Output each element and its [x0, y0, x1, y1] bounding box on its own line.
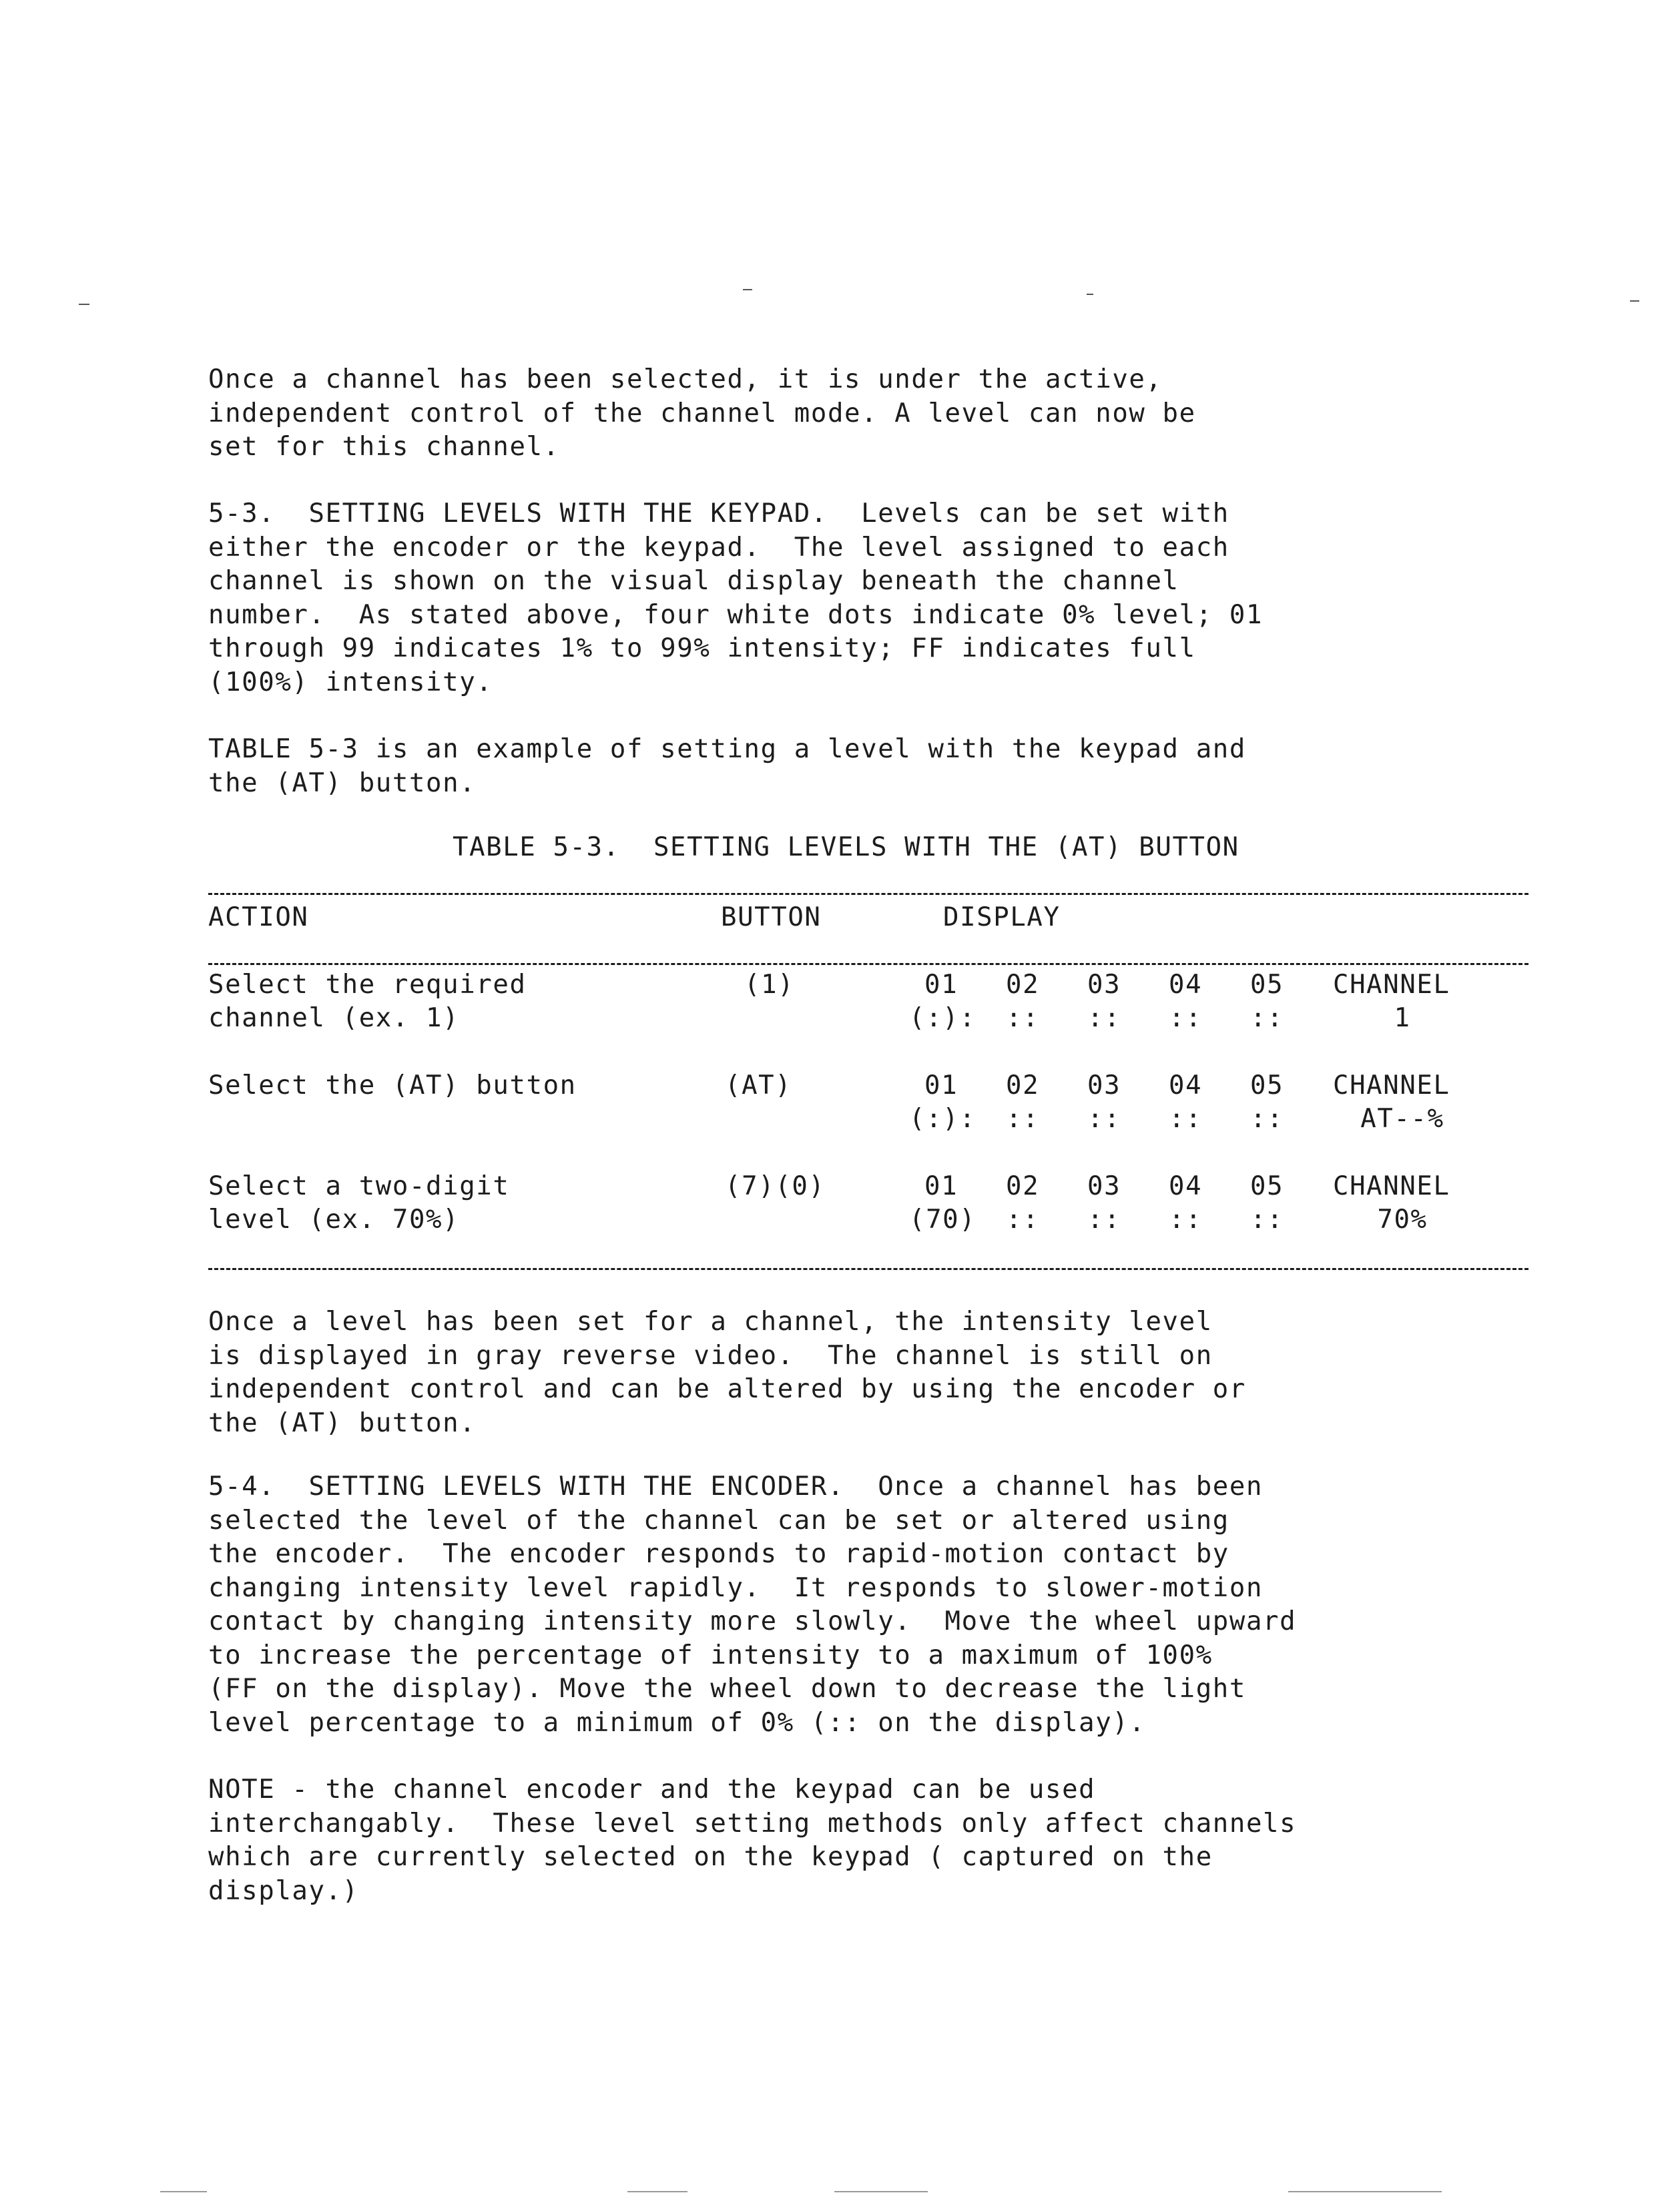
row-button: (1) [744, 970, 795, 1000]
channel-number: 05 [1250, 970, 1284, 1000]
channel-level: :: [1169, 1205, 1203, 1235]
channel-level: :: [1250, 1104, 1284, 1134]
channel-level: :: [1250, 1205, 1284, 1235]
text-line: NOTE - the channel encoder and the keypad can be used [208, 1775, 1096, 1805]
channel-number: 05 [1250, 1070, 1284, 1101]
channel-number: 03 [1087, 1070, 1121, 1101]
text-line: display.) [208, 1875, 359, 1906]
scan-speck [79, 304, 89, 305]
row-button: (7)(0) [725, 1171, 826, 1201]
channel-level: :: [1087, 1104, 1121, 1134]
table-bottom-rule [208, 1268, 1528, 1270]
row-action: channel (ex. 1) [208, 1003, 460, 1033]
text-line: to increase the percentage of intensity to a maximum of 100% [208, 1640, 1213, 1670]
text-line: (100%) intensity. [208, 667, 493, 697]
channel-level: :: [1087, 1003, 1121, 1033]
scan-speck [1087, 294, 1093, 295]
text-line: either the encoder or the keypad. The level assigned to each [208, 532, 1229, 563]
channel-number: 02 [1006, 970, 1040, 1000]
text-line: level percentage to a minimum of 0% (:: on the display). [208, 1707, 1146, 1738]
text-line: Once a level has been set for a channel, the intensity level [208, 1307, 1213, 1337]
scan-speck [743, 289, 752, 290]
text-line: which are currently selected on the keypad ( captured on the [208, 1842, 1213, 1872]
scan-speck [627, 2191, 687, 2192]
paragraph-intro [208, 363, 1196, 464]
channel-number: 01 [924, 970, 958, 1000]
channel-value: 70% [1377, 1205, 1428, 1235]
scan-speck [1288, 2191, 1442, 2192]
channel-label: CHANNEL [1333, 970, 1450, 1000]
channel-level: :: [1006, 1104, 1040, 1134]
note-paragraph [208, 1773, 1296, 1908]
table-title: TABLE 5-3. SETTING LEVELS WITH THE (AT) BUTTON [453, 832, 1239, 862]
text-line: interchangably. These level setting methods only affect channels [208, 1808, 1297, 1839]
text-line: independent control of the channel mode. A level can now be [208, 398, 1196, 428]
channel-level: (70) [909, 1205, 976, 1235]
channel-number: 05 [1250, 1171, 1284, 1201]
text-line: selected the level of the channel can be set or altered using [208, 1505, 1229, 1536]
scan-speck [160, 2191, 207, 2192]
text-line: through 99 indicates 1% to 99% intensity; FF indicates full [208, 633, 1196, 663]
channel-value: AT--% [1360, 1104, 1444, 1134]
channel-label: CHANNEL [1333, 1171, 1450, 1201]
text-line: TABLE 5-3 is an example of setting a level with the keypad and [208, 734, 1246, 764]
channel-number: 02 [1006, 1070, 1040, 1101]
scan-speck [1630, 300, 1639, 302]
channel-value: 1 [1394, 1003, 1411, 1033]
header-button: BUTTON [721, 902, 822, 932]
channel-number: 03 [1087, 970, 1121, 1000]
text-line: channel is shown on the visual display beneath the channel [208, 566, 1179, 596]
channel-level: :: [1006, 1205, 1040, 1235]
text-line: number. As stated above, four white dots indicate 0% level; 01 [208, 599, 1264, 630]
text-line: 5-3. SETTING LEVELS WITH THE KEYPAD. Levels can be set with [208, 499, 1229, 529]
row-action: Select the (AT) button [208, 1070, 577, 1101]
channel-number: 03 [1087, 1171, 1121, 1201]
channel-level: (:): [909, 1104, 976, 1134]
text-line: is displayed in gray reverse video. The channel is still on [208, 1340, 1213, 1371]
header-display: DISPLAY [943, 902, 1061, 932]
row-action: Select a two-digit [208, 1171, 510, 1201]
channel-level: :: [1006, 1003, 1040, 1033]
table-header-rule [208, 963, 1528, 965]
text-line: the (AT) button. [208, 767, 477, 798]
table-top-rule [208, 893, 1528, 895]
channel-level: (:): [909, 1003, 976, 1033]
channel-level: :: [1087, 1205, 1121, 1235]
text-line: contact by changing intensity more slowly. Move the wheel upward [208, 1606, 1297, 1636]
channel-number: 01 [924, 1171, 958, 1201]
text-line: Once a channel has been selected, it is under the active, [208, 364, 1163, 394]
text-line: independent control and can be altered by using the encoder or [208, 1374, 1246, 1404]
channel-level: :: [1250, 1003, 1284, 1033]
text-line: 5-4. SETTING LEVELS WITH THE ENCODER. Once a channel has been [208, 1472, 1264, 1502]
table-reference-paragraph [208, 733, 1246, 800]
scan-speck [834, 2191, 928, 2192]
channel-number: 04 [1169, 970, 1203, 1000]
text-line: (FF on the display). Move the wheel down to decrease the light [208, 1674, 1246, 1704]
row-action: Select the required [208, 970, 527, 1000]
channel-number: 04 [1169, 1070, 1203, 1101]
header-action: ACTION [208, 902, 309, 932]
text-line: the (AT) button. [208, 1407, 477, 1438]
level-display-paragraph [208, 1305, 1246, 1440]
text-line: changing intensity level rapidly. It responds to slower-motion [208, 1572, 1264, 1603]
channel-level: :: [1169, 1003, 1203, 1033]
text-line: the encoder. The encoder responds to rapid-motion contact by [208, 1539, 1229, 1569]
row-button: (AT) [725, 1070, 792, 1101]
channel-number: 02 [1006, 1171, 1040, 1201]
channel-level: :: [1169, 1104, 1203, 1134]
channel-number: 04 [1169, 1171, 1203, 1201]
section-5-3-paragraph [208, 497, 1263, 699]
section-5-4-paragraph [208, 1470, 1296, 1740]
channel-label: CHANNEL [1333, 1070, 1450, 1101]
text-line: set for this channel. [208, 432, 560, 462]
row-action: level (ex. 70%) [208, 1205, 460, 1235]
channel-number: 01 [924, 1070, 958, 1101]
